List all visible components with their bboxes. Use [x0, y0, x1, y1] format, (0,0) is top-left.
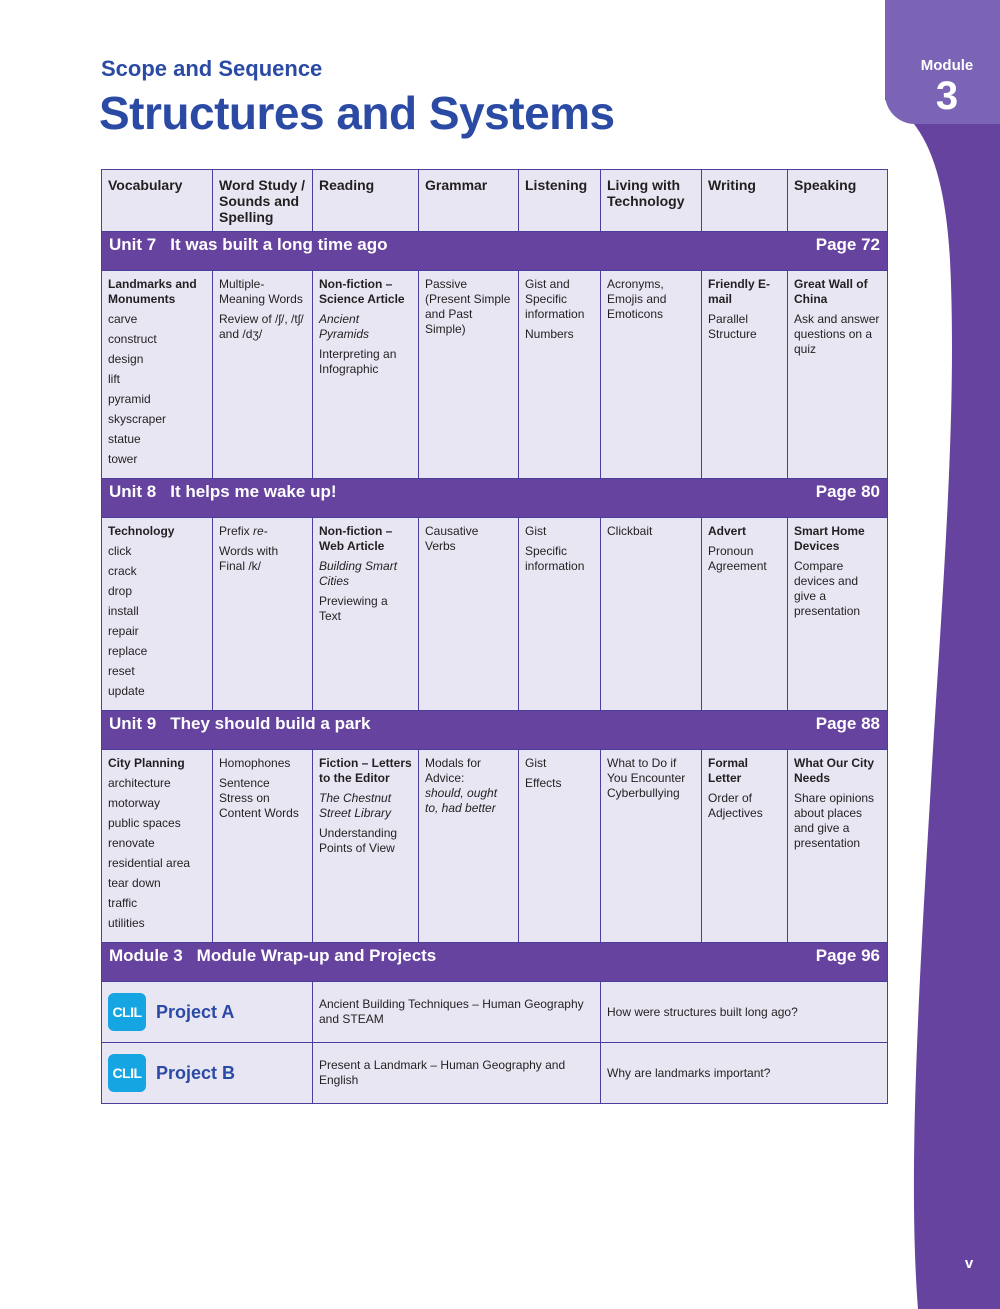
- vocab-item: repair: [108, 624, 139, 638]
- module-label: Module: [920, 57, 974, 74]
- vocab-item: renovate: [108, 836, 155, 850]
- project-topic: Present a Landmark – Human Geography and English: [313, 1043, 601, 1104]
- unit-title: They should build a park: [170, 714, 371, 733]
- listening: Gist: [525, 524, 547, 538]
- listening: Effects: [525, 776, 562, 790]
- section-kicker: Scope and Sequence: [101, 56, 323, 81]
- vocab-item: reset: [108, 664, 135, 678]
- vocab-item: utilities: [108, 916, 145, 930]
- unit-title: It helps me wake up!: [170, 482, 337, 501]
- speaking-heading: What Our City Needs: [794, 756, 874, 785]
- word-study: Multiple-Meaning Words: [219, 277, 303, 306]
- wrapup-header-row: [102, 943, 888, 982]
- project-row: [102, 1043, 888, 1104]
- page-title: Structures and Systems: [99, 87, 615, 139]
- unit-content-row: [102, 271, 888, 479]
- speaking: Compare devices and give a presentation: [794, 559, 861, 618]
- vocab-item: skyscraper: [108, 412, 167, 426]
- module-number: 3: [935, 74, 959, 118]
- listening: Gist and Specific information: [525, 277, 585, 321]
- word-study: Words with Final /k/: [219, 544, 279, 573]
- word-study: Sentence Stress on Content Words: [219, 776, 299, 820]
- vocab-item: tear down: [108, 876, 161, 890]
- unit-number: Unit 9: [109, 714, 157, 733]
- reading-skill: Previewing a Text: [319, 594, 388, 623]
- reading-heading: Non-fiction – Web Article: [319, 524, 393, 553]
- wrapup-page: Page 96: [815, 946, 880, 965]
- reading-title: The Chestnut Street Library: [319, 791, 392, 820]
- project-name: Project A: [156, 1001, 235, 1022]
- vocab-item: replace: [108, 644, 148, 658]
- clil-badge-icon: CLIL: [108, 993, 146, 1031]
- vocab-heading: Technology: [108, 524, 175, 538]
- vocab-heading: Landmarks and Monuments: [108, 277, 197, 306]
- speaking: Ask and answer questions on a quiz: [794, 312, 880, 356]
- word-study: Homophones: [219, 756, 291, 770]
- wrapup-module: Module 3: [109, 946, 183, 965]
- listening: Gist: [525, 756, 547, 770]
- vocab-item: statue: [108, 432, 141, 446]
- vocab-item: lift: [108, 372, 120, 386]
- unit-number: Unit 8: [109, 482, 157, 501]
- vocab-item: tower: [108, 452, 138, 466]
- vocab-list: [108, 776, 206, 931]
- vocab-item: architecture: [108, 776, 171, 790]
- vocab-item: click: [108, 544, 132, 558]
- speaking: Share opinions about places and give a presentation: [794, 791, 875, 850]
- project-question: How were structures built long ago?: [601, 982, 888, 1043]
- writing-heading: Formal Letter: [708, 756, 749, 785]
- reading-title: Ancient Pyramids: [319, 312, 370, 341]
- clil-badge-icon: CLIL: [108, 1054, 146, 1092]
- grammar-examples: should, ought to, had better: [425, 786, 498, 815]
- speaking-heading: Great Wall of China: [794, 277, 868, 306]
- vocab-item: design: [108, 352, 144, 366]
- unit-content-row: [102, 750, 888, 943]
- module-tab: [885, 0, 1000, 124]
- unit-header-row: [102, 479, 888, 518]
- col-header: Listening: [519, 170, 601, 232]
- col-header: Grammar: [419, 170, 519, 232]
- col-header: Word Study / Sounds and Spelling: [213, 170, 313, 232]
- col-header: Speaking: [788, 170, 888, 232]
- project-row: [102, 982, 888, 1043]
- vocab-list: [108, 312, 206, 467]
- vocab-item: update: [108, 684, 145, 698]
- vocab-list: [108, 544, 206, 699]
- col-header: Living with Technology: [601, 170, 702, 232]
- unit-header-row: [102, 711, 888, 750]
- writing-heading: Advert: [708, 524, 747, 538]
- col-header: Reading: [313, 170, 419, 232]
- project-question: Why are landmarks important?: [601, 1043, 888, 1104]
- project-name: Project B: [156, 1062, 236, 1083]
- reading-heading: Fiction – Letters to the Editor: [319, 756, 412, 785]
- vocab-heading: City Planning: [108, 756, 185, 770]
- unit-page: Page 72: [815, 235, 880, 254]
- listening: Specific information: [525, 544, 585, 573]
- listening: Numbers: [525, 327, 574, 341]
- technology: Acronyms, Emojis and Emoticons: [607, 277, 667, 321]
- reading-skill: Interpreting an Infographic: [319, 347, 397, 376]
- word-study: [219, 524, 306, 539]
- vocab-item: pyramid: [108, 392, 151, 406]
- vocab-item: drop: [108, 584, 133, 598]
- vocab-item: crack: [108, 564, 137, 578]
- vocab-item: public spaces: [108, 816, 181, 830]
- technology: What to Do if You Encounter Cyberbullying: [607, 756, 686, 800]
- col-header: Writing: [702, 170, 788, 232]
- writing: Parallel Structure: [708, 312, 757, 341]
- speaking-heading: Smart Home Devices: [794, 524, 865, 553]
- vocab-item: traffic: [108, 896, 138, 910]
- unit-content-row: [102, 518, 888, 711]
- unit-header-row: [102, 232, 888, 271]
- vocab-item: install: [108, 604, 139, 618]
- writing-heading: Friendly E-mail: [708, 277, 771, 306]
- project-topic: Ancient Building Techniques – Human Geography and STEAM: [313, 982, 601, 1043]
- reading-title: Building Smart Cities: [319, 559, 398, 588]
- unit-title: It was built a long time ago: [170, 235, 388, 254]
- vocab-item: carve: [108, 312, 138, 326]
- scope-sequence-table: [101, 169, 888, 1104]
- unit-number: Unit 7: [109, 235, 157, 254]
- vocab-item: residential area: [108, 856, 191, 870]
- unit-page: Page 88: [815, 714, 880, 733]
- unit-page: Page 80: [815, 482, 880, 501]
- grammar: Causative Verbs: [425, 524, 479, 553]
- grammar: Passive (Present Simple and Past Simple): [425, 277, 511, 336]
- reading-heading: Non-fiction – Science Article: [319, 277, 405, 306]
- table-header-row: [102, 170, 888, 232]
- word-study: Review of /ʃ/, /tʃ/ and /dʒ/: [219, 312, 304, 341]
- word-study-prefix: Prefix: [219, 524, 254, 538]
- vocab-item: construct: [108, 332, 157, 346]
- wrapup-title: Module Wrap-up and Projects: [196, 946, 437, 965]
- vocab-item: motorway: [108, 796, 161, 810]
- word-study-prefix-em: re-: [253, 524, 268, 538]
- writing: Pronoun Agreement: [708, 544, 767, 573]
- reading-skill: Understanding Points of View: [319, 826, 398, 855]
- page-number: v: [964, 1255, 974, 1272]
- col-header: Vocabulary: [102, 170, 213, 232]
- technology: Clickbait: [607, 524, 653, 538]
- grammar: Modals for Advice:: [425, 756, 482, 785]
- writing: Order of Adjectives: [708, 791, 763, 820]
